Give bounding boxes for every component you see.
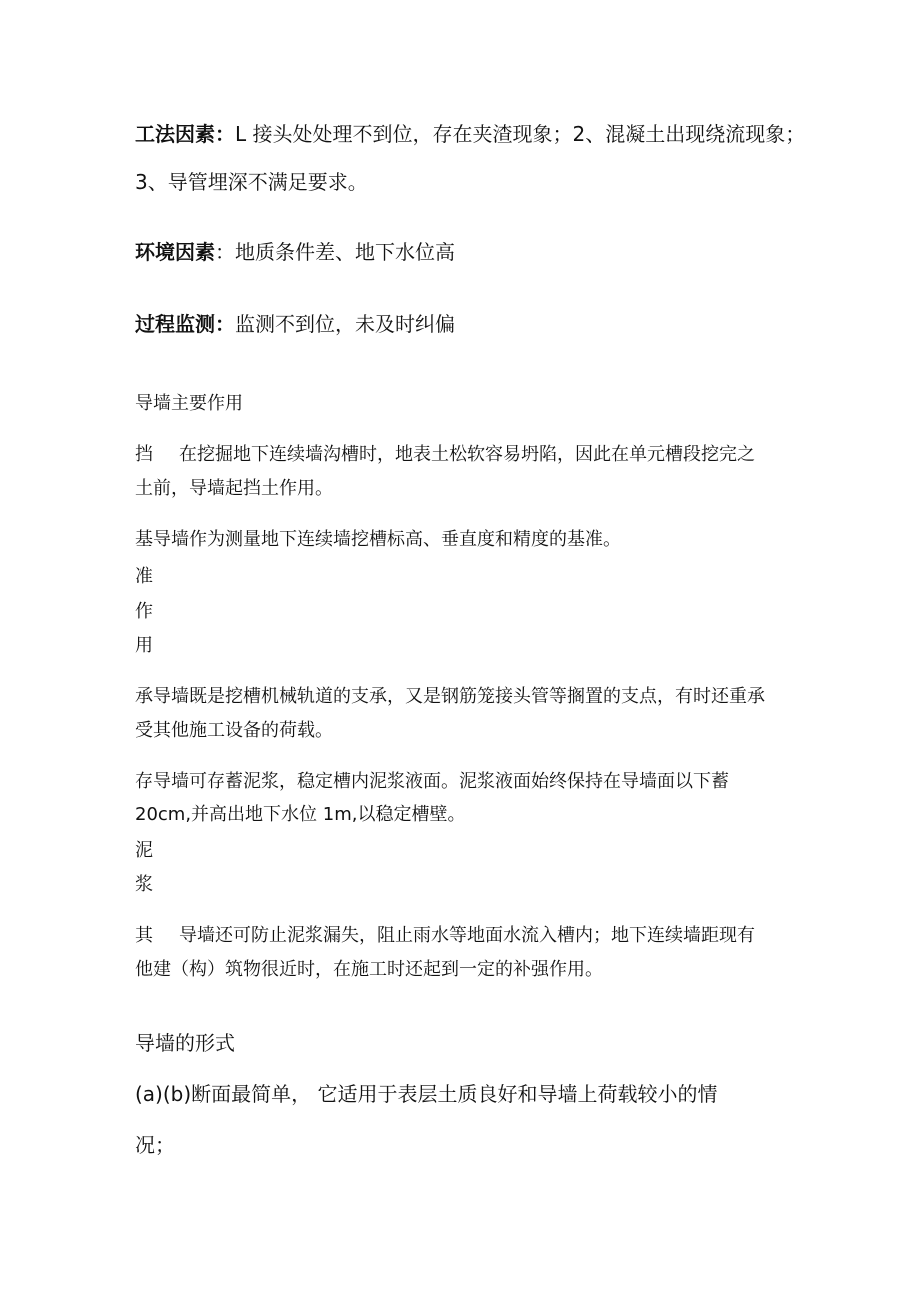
datum-char-3: 用	[135, 635, 153, 656]
monitoring-label: 过程监测	[135, 312, 215, 336]
method-factor-sep: ：	[215, 122, 235, 146]
environment-factor-sep: ：	[215, 240, 235, 264]
datum-line-1: 基导墙作为测量地下连续墙挖槽标高、垂直度和精度的基准。	[135, 529, 621, 550]
method-factor-text-2: 3、导管埋深不满足要求。	[135, 170, 368, 194]
slurry-char-2: 浆	[135, 874, 153, 895]
datum-char-1: 准	[135, 566, 153, 587]
bearing-line-2: 受其他施工设备的荷载。	[135, 720, 333, 741]
monitoring-line	[135, 312, 455, 336]
forms-line-1: (a)(b)断面最简单， 它适用于表层土质良好和导墙上荷载较小的情	[135, 1082, 718, 1106]
monitoring-text: 监测不到位，未及时纠偏	[235, 312, 455, 336]
method-factor-line-2	[135, 170, 368, 194]
environment-factor-text: 地质条件差、地下水位高	[235, 240, 455, 264]
functions-title: 导墙主要作用	[135, 393, 243, 414]
slurry-line-1: 存导墙可存蓄泥浆，稳定槽内泥浆液面。泥浆液面始终保持在导墙面以下蓄	[135, 771, 729, 792]
other-line-1	[135, 925, 755, 947]
environment-factor-label: 环境因素	[135, 240, 215, 264]
other-text-1: 导墙还可防止泥浆漏失，阻止雨水等地面水流入槽内；地下连续墙距现有	[179, 925, 755, 946]
method-factor-label: 工法因素	[135, 122, 215, 146]
retaining-line-1	[135, 444, 755, 466]
other-head: 其	[135, 925, 153, 946]
environment-factor-line	[135, 240, 455, 264]
slurry-line-2: 20cm,并高出地下水位 1m,以稳定槽壁。	[135, 804, 466, 825]
forms-title: 导墙的形式	[135, 1031, 235, 1055]
other-line-2: 他建（构）筑物很近时，在施工时还起到一定的补强作用。	[135, 959, 603, 980]
retaining-text-1: 在挖掘地下连续墙沟槽时，地表土松软容易坍陷，因此在单元槽段挖完之	[179, 444, 755, 465]
retaining-line-2: 土前，导墙起挡土作用。	[135, 478, 333, 499]
bearing-line-1: 承导墙既是挖槽机械轨道的支承，又是钢筋笼接头管等搁置的支点，有时还重承	[135, 686, 765, 707]
method-factor-text-1: L 接头处处理不到位，存在夹渣现象；2、混凝土出现绕流现象；	[235, 122, 806, 146]
slurry-char-1: 泥	[135, 840, 153, 861]
monitoring-sep: ：	[215, 312, 235, 336]
forms-line-2: 况；	[135, 1133, 175, 1157]
datum-char-2: 作	[135, 601, 153, 622]
retaining-head: 挡	[135, 444, 153, 465]
method-factor-line-1	[135, 122, 805, 146]
